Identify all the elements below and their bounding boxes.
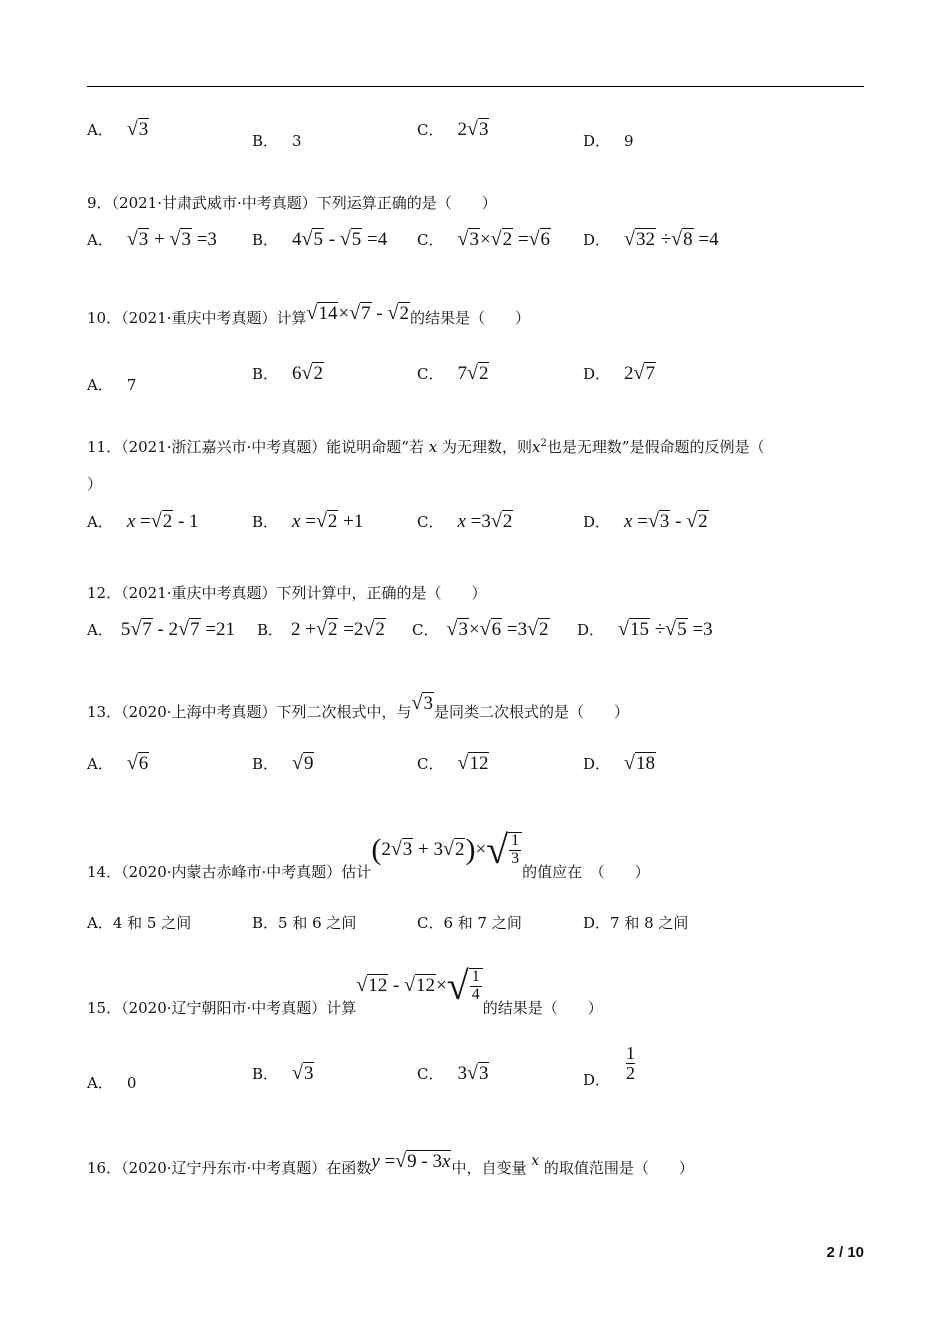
q12-option-c[interactable]: C． √3×√6 =3√2 (412, 618, 549, 640)
q12-option-b[interactable]: B． 2 +√2 =2√2 (257, 618, 385, 640)
q10-option-b[interactable]: B． 6√2 (252, 362, 323, 384)
q15-option-a[interactable]: A． 0 (87, 1074, 137, 1092)
q9-option-b[interactable]: B． 4√5 - √5 =4 (252, 228, 388, 250)
q12-option-a[interactable]: A． 5√7 - 2√7 =21 (87, 618, 236, 640)
q10-option-d[interactable]: D． 2√7 (583, 362, 655, 384)
q14-option-a[interactable]: A．4 和 5 之间 (87, 914, 192, 932)
q15-stem: 15．（2020·辽宁朝阳市·中考真题）计算√12 - √12×√ $\frac{1}{4}$ 的结果是（ ） (87, 963, 603, 1017)
q12-stem: 12．（2021·重庆中考真题）下列计算中，正确的是（ ） (87, 584, 487, 602)
q9-option-c[interactable]: C． √3×√2 =√6 (417, 228, 551, 250)
q9-option-d[interactable]: D． √32 ÷√8 =4 (583, 228, 719, 250)
q10-option-a[interactable]: A． 7 (87, 376, 137, 394)
page-number: 2 / 10 (826, 1244, 864, 1261)
q13-stem: 13．（2020·上海中考真题）下列二次根式中，与√3是同类二次根式的是（ ） (87, 692, 629, 721)
q9-stem: 9．（2021·甘肃武威市·中考真题）下列运算正确的是（ ） (87, 194, 497, 212)
q11-stem: 11．（2021·浙江嘉兴市·中考真题）能说明命题“若 x 为无理数，则$x^2$也是无理数”是假命题的反例是（ (87, 438, 765, 456)
q15-option-d[interactable]: D． $\frac{1}{2}$ (583, 1043, 636, 1090)
q11-option-b[interactable]: B． x =√2 +1 (252, 510, 364, 532)
q9-option-a[interactable]: A． √3 + √3 =3 (87, 228, 217, 250)
q10-stem: 10．（2021·重庆中考真题）计算√14×√7 - √2的结果是（ ） (87, 302, 530, 327)
q14-option-b[interactable]: B．5 和 6 之间 (252, 914, 357, 932)
q8-option-a[interactable]: A． √3 (87, 118, 149, 140)
header-rule (87, 86, 864, 87)
q8-option-b[interactable]: B． 3 (252, 132, 302, 150)
q11-option-d[interactable]: D． x =√3 - √2 (583, 510, 708, 532)
q14-stem: 14．（2020·内蒙古赤峰市·中考真题）估计(2√3 + 3√2)×√ $\frac{1}{3}$ 的值应在 （ ） (87, 827, 650, 881)
q11-option-c[interactable]: C． x =3√2 (417, 510, 513, 532)
q15-option-c[interactable]: C． 3√3 (417, 1062, 489, 1084)
q13-option-a[interactable]: A． √6 (87, 752, 149, 774)
q11-stem-cont: ） (87, 475, 103, 493)
q11-option-a[interactable]: A． x =√2 - 1 (87, 510, 199, 532)
q16-stem: 16．（2020·辽宁丹东市·中考真题）在函数y =√9 - 3x中，自变量 x 的取值范围是（ ） (87, 1150, 694, 1177)
q10-option-c[interactable]: C． 7√2 (417, 362, 489, 384)
q8-option-d[interactable]: D． 9 (583, 132, 634, 150)
sqrt-3: √3 (126, 118, 149, 140)
q14-option-d[interactable]: D．7 和 8 之间 (583, 914, 689, 932)
q13-option-d[interactable]: D． √18 (583, 752, 655, 774)
q12-option-d[interactable]: D． √15 ÷√5 =3 (577, 618, 713, 640)
q8-option-c[interactable]: C． 2√3 (417, 118, 489, 140)
q14-option-c[interactable]: C．6 和 7 之间 (417, 914, 522, 932)
q13-option-c[interactable]: C． √12 (417, 752, 489, 774)
q13-option-b[interactable]: B． √9 (252, 752, 314, 774)
q15-option-b[interactable]: B． √3 (252, 1062, 314, 1084)
